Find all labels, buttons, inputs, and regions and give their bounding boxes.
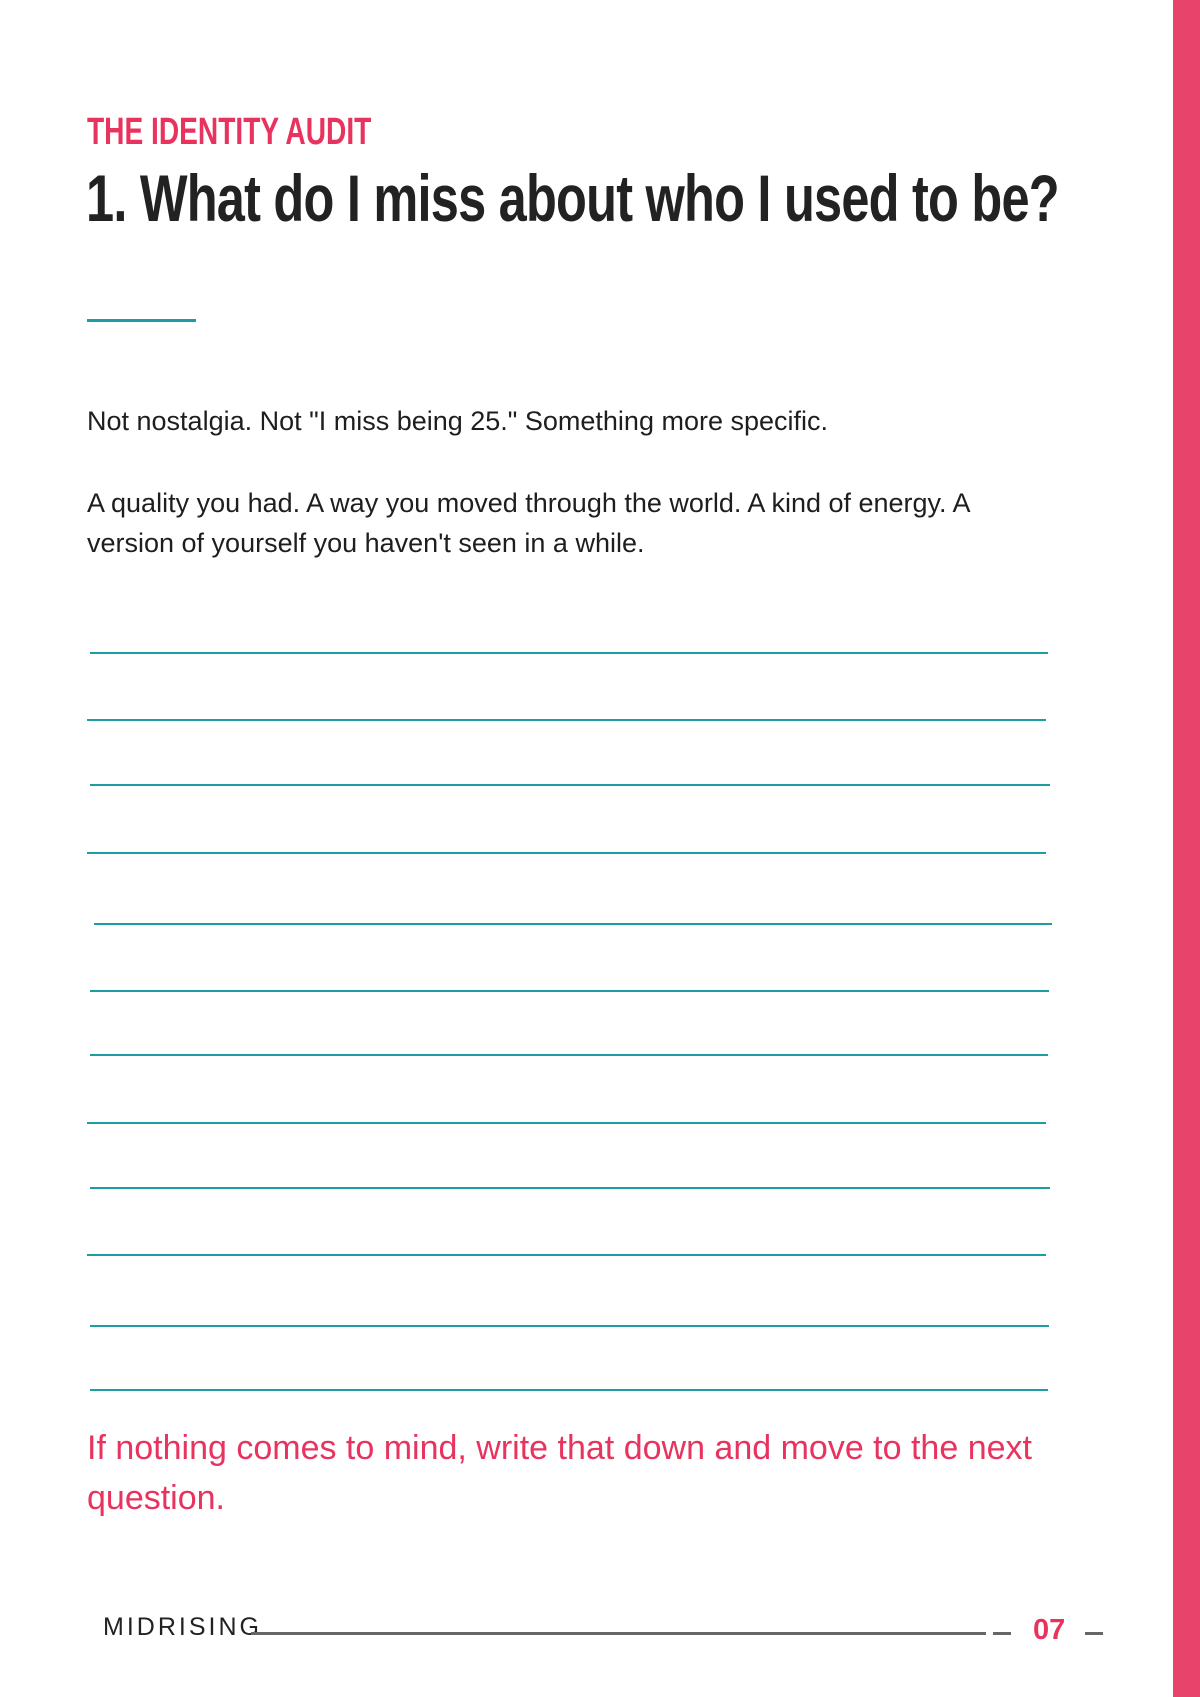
writing-line[interactable]	[90, 1389, 1048, 1391]
section-kicker: THE IDENTITY AUDIT	[87, 111, 372, 153]
hint-text	[87, 1423, 1087, 1523]
side-accent-bar	[1173, 0, 1200, 1697]
footer-dash	[1085, 1632, 1103, 1635]
title-accent-rule	[87, 319, 196, 322]
writing-line[interactable]	[90, 1325, 1049, 1327]
footer-dash	[993, 1632, 1011, 1635]
writing-line[interactable]	[90, 784, 1050, 786]
writing-line[interactable]	[87, 719, 1046, 721]
writing-line[interactable]	[90, 1187, 1050, 1189]
hint-line: question.	[87, 1479, 225, 1517]
footer-brand: MIDRISING	[103, 1613, 262, 1641]
writing-line[interactable]	[90, 1054, 1048, 1056]
writing-line[interactable]	[90, 652, 1048, 654]
description-line: version of yourself you haven't seen in a while.	[87, 528, 645, 558]
writing-line[interactable]	[87, 1254, 1046, 1256]
description-paragraph	[87, 483, 1087, 563]
footer-rule	[251, 1632, 986, 1635]
page-title: 1. What do I miss about who I used to be?	[86, 161, 1059, 235]
description-line: A quality you had. A way you moved through the world. A kind of energy. A	[87, 488, 971, 518]
writing-line[interactable]	[87, 852, 1046, 854]
page-number: 07	[1033, 1614, 1066, 1646]
hint-line: If nothing comes to mind, write that down and move to the next	[87, 1429, 1032, 1467]
writing-line[interactable]	[90, 990, 1049, 992]
writing-line[interactable]	[87, 1122, 1046, 1124]
writing-line[interactable]	[94, 923, 1052, 925]
intro-paragraph: Not nostalgia. Not "I miss being 25." Something more specific.	[87, 406, 829, 436]
